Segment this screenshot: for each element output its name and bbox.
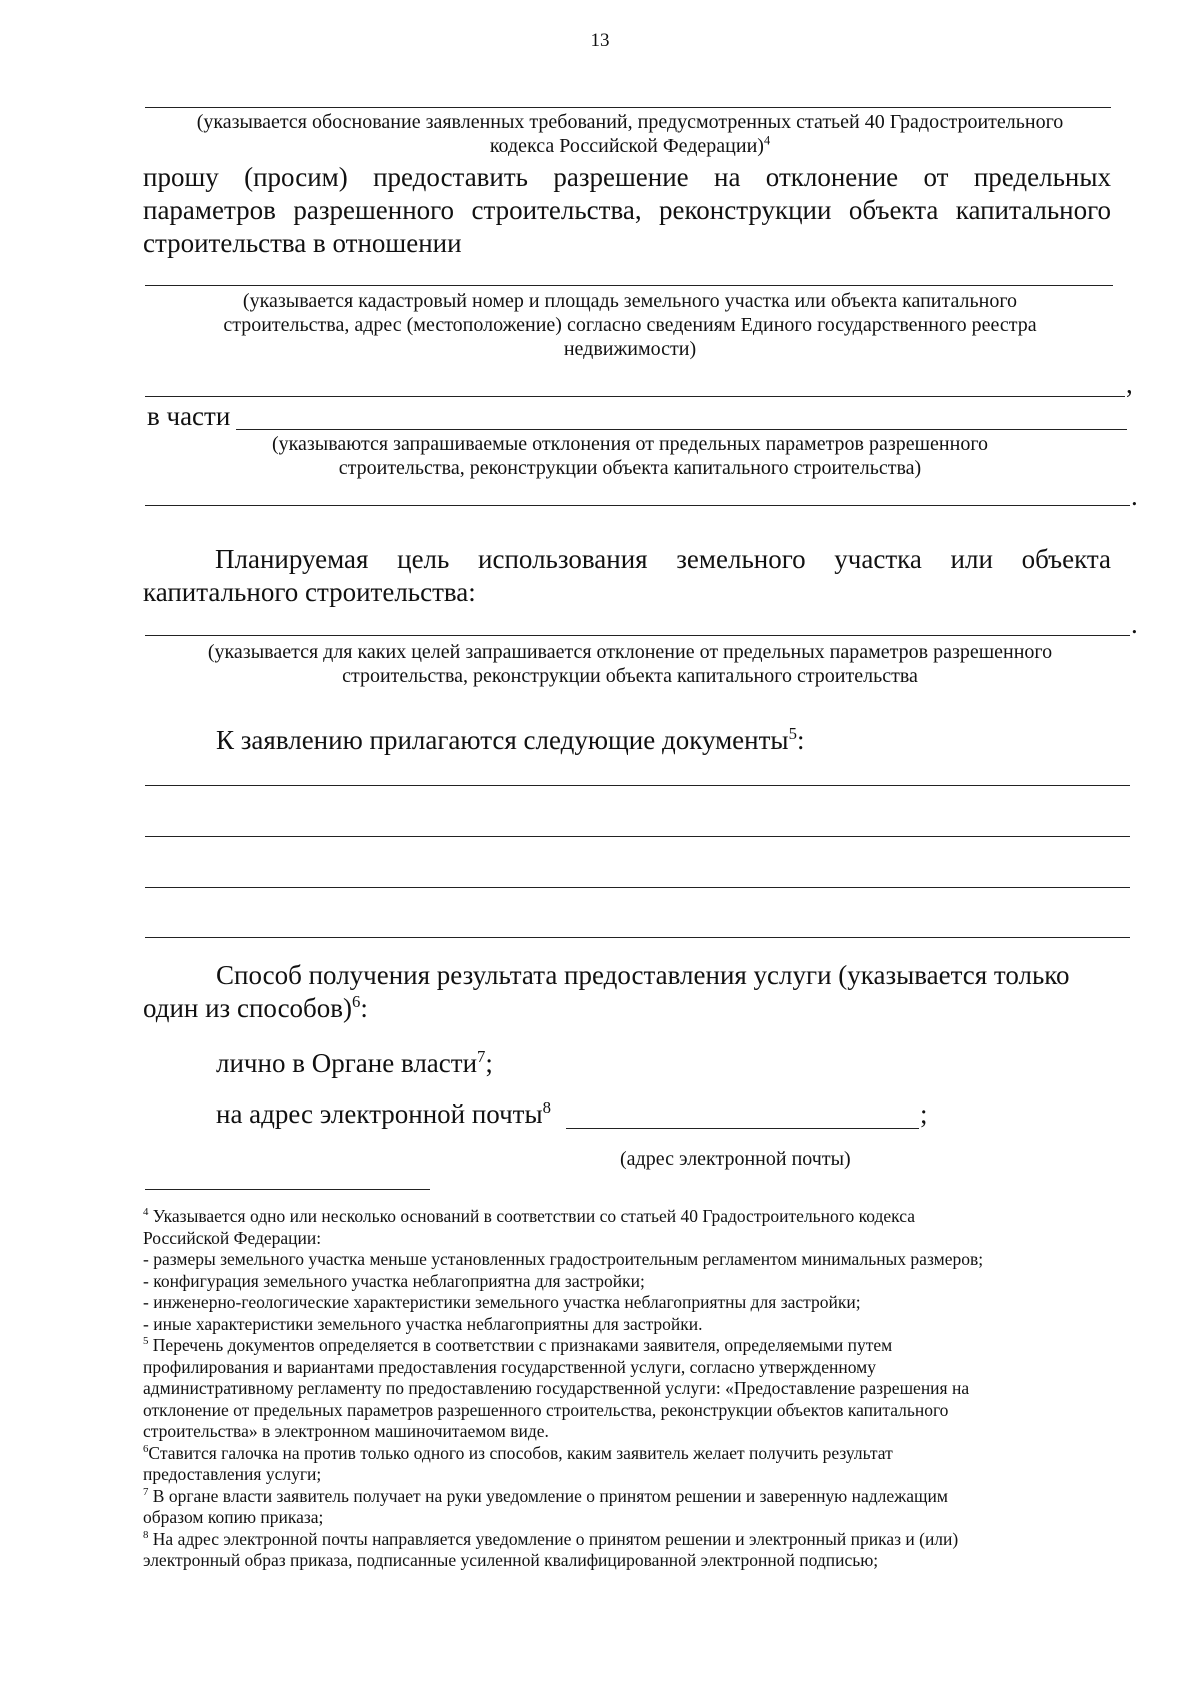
method-line-1: Способ получения результата предоставления услуги (указывается только — [216, 960, 1070, 990]
email-fill-line — [566, 1128, 919, 1129]
footnote-4-item-4: - иные характеристики земельного участка неблагоприятны для застройки. — [143, 1313, 703, 1334]
hint-deviation-line-1: (указываются запрашиваемые отклонения от предельных параметров разрешенного — [271, 433, 989, 455]
footnote-mark-8: 8 — [143, 1528, 149, 1541]
deviation-fill-line — [145, 505, 1130, 506]
period-mark-1: . — [1131, 481, 1138, 511]
footnote-separator — [145, 1189, 430, 1190]
hint-purpose-line-2: строительства, реконструкции объекта капитального строительства — [342, 665, 918, 687]
option-in-person: лично в Органе власти$^7$; — [216, 1047, 493, 1078]
footnote-6: $^6$Ставится галочка на против только одного из способов, каким заявитель желает получить результат предоставления услуги; — [143, 1442, 893, 1484]
footnote-4-item-3: - инженерно-геологические характеристики земельного участка неблагоприятны для застройки; — [143, 1292, 861, 1312]
documents-line-1 — [145, 785, 1130, 786]
footnote-8: $^8$ На адрес электронной почты направляется уведомление о принятом решении и электронный приказ и (или) электронный образ приказа, подписанные усиленной квалифицированной электронной подписью; — [143, 1528, 959, 1570]
cadastral-second-fill-line — [145, 396, 1125, 397]
comma-mark: , — [1126, 369, 1133, 399]
footnote-7: $^7$ В органе власти заявитель получает на руки уведомление о принятом решении и заверенную надлежащим образом копию приказа; — [143, 1485, 948, 1527]
footnote-4: $^4$ Указывается одно или несколько оснований в соответствии со статьей 40 Градостроительного кодекса Российской Федерации: - размеры земельного участка меньше установленных градостроительным регламентом минимальных размеров; - конфигурация земельного участка неблагоприятна для застройки; - инженерно-геологические характеристики земельного участка неблагоприятны для застройки; - иные характеристики земельного участка неблагоприятны для застройки. — [143, 1206, 1143, 1335]
footnote-ref-7: 7 — [477, 1047, 486, 1066]
option-email: на адрес электронной почты$^8$ — [216, 1098, 551, 1129]
hint-cadastral-line-2: строительства, адрес (местоположение) согласно сведениям Единого государственного реестра — [223, 314, 1037, 336]
cadastral-fill-line — [145, 285, 1113, 286]
footnote-mark-5: 5 — [143, 1335, 149, 1348]
hint-cadastral-line-1: (указывается кадастровый номер и площадь земельного участка или объекта капитального — [242, 290, 1018, 312]
hint-deviation-line-2: строительства, реконструкции объекта капитального строительства) — [338, 457, 922, 479]
period-mark-2: . — [1131, 609, 1138, 639]
hint-purpose — [140, 640, 1120, 688]
footnote-4-item-1: - размеры земельного участка меньше установленных градостроительным регламентом минимальных размеров; — [143, 1249, 984, 1269]
footnote-4-item-2: - конфигурация земельного участка неблагоприятна для застройки; — [143, 1270, 645, 1291]
hint-cadastral-line-3: недвижимости) — [563, 338, 697, 360]
footnote-ref-8: 8 — [542, 1098, 551, 1117]
purpose-line-2: капитального строительства: — [143, 577, 476, 607]
documents-line-3 — [145, 887, 1130, 888]
hint-grounds-line-2: кодекса Российской Федерации)$^4$ — [489, 133, 771, 157]
footnote-ref-5: 5 — [788, 724, 797, 743]
hint-purpose-line-1: (указывается для каких целей запрашивается отклонение от предельных параметров разрешенного — [207, 641, 1053, 663]
request-line-1: прошу (просим) предоставить разрешение на отклонение от предельных — [143, 162, 1111, 192]
footnote-mark-7: 7 — [143, 1485, 149, 1498]
footnote-5: $^5$ Перечень документов определяется в соответствии с признаками заявителя, определяемыми путем профилирования и вариантами предоставления государственной услуги, согласно утвержденному административному регламенту по предоставлению государственной услуги: «Предоставление разрешения на отклонение от предельных параметров разрешенного строительства, реконструкции объектов капитального строительства» в электронном машиночитаемом виде. — [143, 1335, 970, 1441]
documents-label: К заявлению прилагаются следующие документы$^5$: — [216, 724, 805, 755]
hint-cadastral — [140, 289, 1120, 361]
hint-grounds — [140, 110, 1120, 158]
footnote-ref-4: 4 — [763, 133, 771, 148]
footnotes — [143, 1206, 1143, 1572]
in-part-fill-line — [236, 429, 1127, 430]
request-line-2: параметров разрешенного строительства, реконструкции объекта капитального — [143, 195, 1111, 225]
hint-email: (адрес электронной почты) — [620, 1148, 851, 1170]
method-line-2: один из способов)$^6$: — [143, 992, 368, 1023]
in-part-label: в части — [147, 401, 231, 431]
email-semicolon: ; — [920, 1099, 928, 1129]
request-line-3: строительства в отношении — [143, 228, 462, 258]
footnote-mark-4: 4 — [143, 1206, 149, 1219]
grounds-fill-line — [145, 107, 1111, 108]
method-paragraph — [143, 959, 1123, 1025]
footnote-ref-6: 6 — [352, 992, 361, 1011]
purpose-paragraph — [143, 543, 1111, 609]
purpose-fill-line — [145, 635, 1130, 636]
request-paragraph — [143, 161, 1111, 260]
documents-line-4 — [145, 937, 1130, 938]
hint-grounds-line-1: (указывается обоснование заявленных требований, предусмотренных статьей 40 Градостроительного — [196, 111, 1064, 133]
footnote-mark-6: 6 — [143, 1442, 149, 1455]
hint-deviation — [140, 432, 1120, 480]
page-number: 13 — [590, 30, 610, 51]
purpose-line-1: Планируемая цель использования земельного участка или объекта — [215, 544, 1111, 574]
documents-line-2 — [145, 836, 1130, 837]
